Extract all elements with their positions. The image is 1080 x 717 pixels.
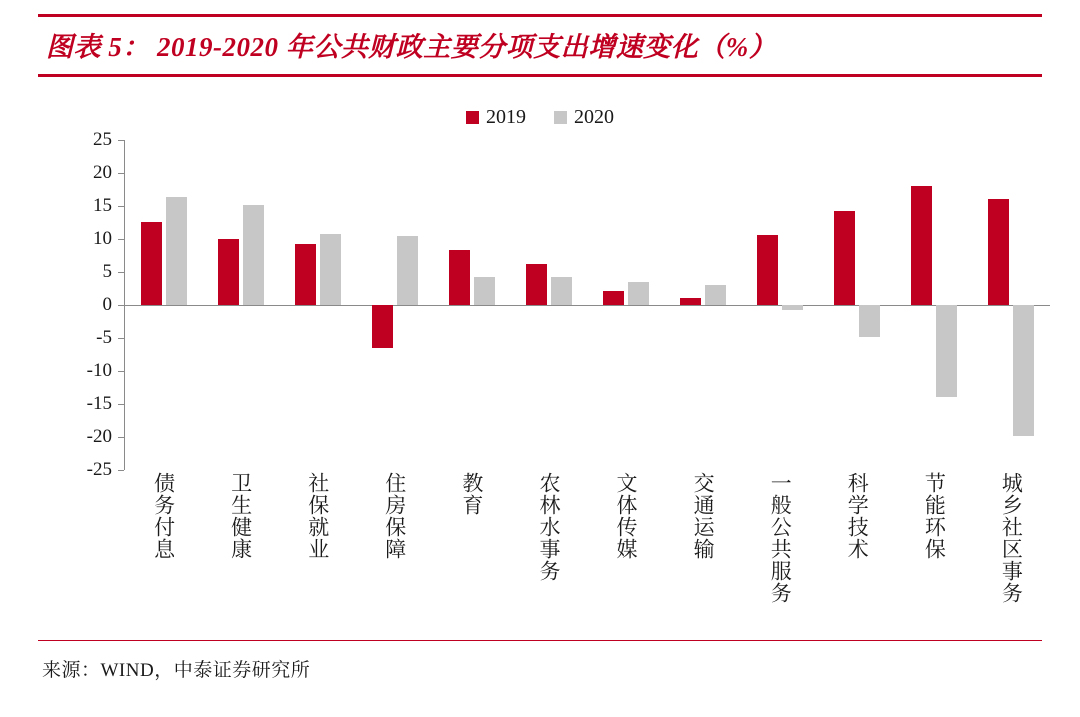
x-axis-label-cell	[587, 472, 664, 632]
y-axis-tick	[118, 470, 124, 471]
legend-label-2020: 2020	[574, 106, 614, 128]
bar-2020	[782, 305, 803, 310]
y-axis-tick-label: -20	[86, 426, 112, 447]
y-axis-tick	[118, 173, 124, 174]
bar-group	[202, 140, 279, 470]
y-axis-tick-label: -15	[86, 393, 112, 414]
bar-2020	[551, 277, 572, 305]
x-axis-label: 科学技术	[845, 472, 870, 560]
x-axis-label-cell	[665, 472, 742, 632]
x-axis-label-cell	[279, 472, 356, 632]
y-axis-tick-label: 10	[93, 228, 112, 249]
x-axis-label-cell	[973, 472, 1050, 632]
bar-group	[819, 140, 896, 470]
bar-2020	[628, 282, 649, 305]
x-axis-label: 住房保障	[382, 472, 407, 560]
y-axis-tick	[118, 239, 124, 240]
bar-2020	[936, 305, 957, 397]
bar-group	[587, 140, 664, 470]
bar-2020	[474, 277, 495, 305]
chart-legend	[0, 106, 1080, 129]
y-axis-tick-label: -10	[86, 360, 112, 381]
bar-group	[896, 140, 973, 470]
legend-swatch-2020	[554, 111, 567, 124]
y-axis-tick	[118, 206, 124, 207]
bar-2019	[603, 291, 624, 305]
x-axis-label: 教育	[459, 472, 484, 516]
y-axis-tick-label: 20	[93, 162, 112, 183]
x-axis-label: 节能环保	[922, 472, 947, 560]
bar-2020	[320, 234, 341, 305]
bar-group	[433, 140, 510, 470]
legend-item	[554, 106, 614, 129]
y-axis-tick-label: 0	[102, 294, 112, 315]
y-axis-tick	[118, 272, 124, 273]
legend-item	[466, 106, 526, 129]
x-axis-label: 城乡社区事务	[999, 472, 1024, 604]
title-rule-bottom	[38, 74, 1042, 77]
x-axis-label-cell	[510, 472, 587, 632]
bar-2019	[449, 250, 470, 305]
bar-2020	[1013, 305, 1034, 436]
bar-2020	[243, 205, 264, 305]
plot-area	[40, 129, 1050, 480]
x-axis-label-cell	[819, 472, 896, 632]
y-axis-tick-label: 15	[93, 195, 112, 216]
bar-2019	[526, 264, 547, 305]
y-axis-tick	[118, 404, 124, 405]
x-axis-label: 卫生健康	[228, 472, 253, 560]
y-axis-tick-label: 5	[102, 261, 112, 282]
bar-2019	[141, 222, 162, 305]
y-axis-tick-label: 25	[93, 129, 112, 150]
bar-series-container	[125, 140, 1050, 470]
page-title: 图表 5： 2019-2020 年公共财政主要分项支出增速变化（%）	[46, 32, 777, 62]
y-axis-tick	[118, 371, 124, 372]
bar-group	[356, 140, 433, 470]
legend-swatch-2019	[466, 111, 479, 124]
bar-2019	[218, 239, 239, 305]
x-axis-labels	[125, 472, 1050, 632]
bar-2019	[372, 305, 393, 348]
x-axis-label: 文体传媒	[614, 472, 639, 560]
y-axis-tick	[118, 140, 124, 141]
x-axis-label: 农林水事务	[536, 472, 561, 582]
bar-2019	[988, 199, 1009, 305]
x-axis-label-cell	[896, 472, 973, 632]
bar-2019	[757, 235, 778, 305]
y-axis-tick	[118, 338, 124, 339]
x-axis-label: 一般公共服务	[768, 472, 793, 604]
source-note: 来源：WIND，中泰证券研究所	[42, 660, 311, 681]
bar-group	[973, 140, 1050, 470]
bar-group	[125, 140, 202, 470]
bar-2019	[680, 298, 701, 305]
bar-2020	[166, 197, 187, 305]
footer-rule	[38, 640, 1042, 641]
bar-2019	[911, 186, 932, 305]
x-axis-label-cell	[433, 472, 510, 632]
legend-label-2019: 2019	[486, 106, 526, 128]
bar-2020	[705, 285, 726, 305]
x-axis-label: 交通运输	[691, 472, 716, 560]
axis-area	[124, 140, 1050, 470]
bar-2020	[859, 305, 880, 337]
bar-2019	[834, 211, 855, 305]
bar-2020	[397, 236, 418, 305]
y-axis-tick-label: -25	[86, 459, 112, 480]
x-axis-label-cell	[742, 472, 819, 632]
title-rule-top	[38, 14, 1042, 17]
bar-group	[510, 140, 587, 470]
bar-group	[742, 140, 819, 470]
bar-group	[665, 140, 742, 470]
bar-2019	[295, 244, 316, 305]
x-axis-label-cell	[202, 472, 279, 632]
x-axis-label-cell	[125, 472, 202, 632]
y-axis-tick	[118, 305, 124, 306]
y-axis-tick-label: -5	[96, 327, 112, 348]
x-axis-label: 债务付息	[151, 472, 176, 560]
y-axis-labels	[40, 129, 118, 480]
bar-group	[279, 140, 356, 470]
y-axis-tick	[118, 437, 124, 438]
x-axis-label: 社保就业	[305, 472, 330, 560]
x-axis-label-cell	[356, 472, 433, 632]
